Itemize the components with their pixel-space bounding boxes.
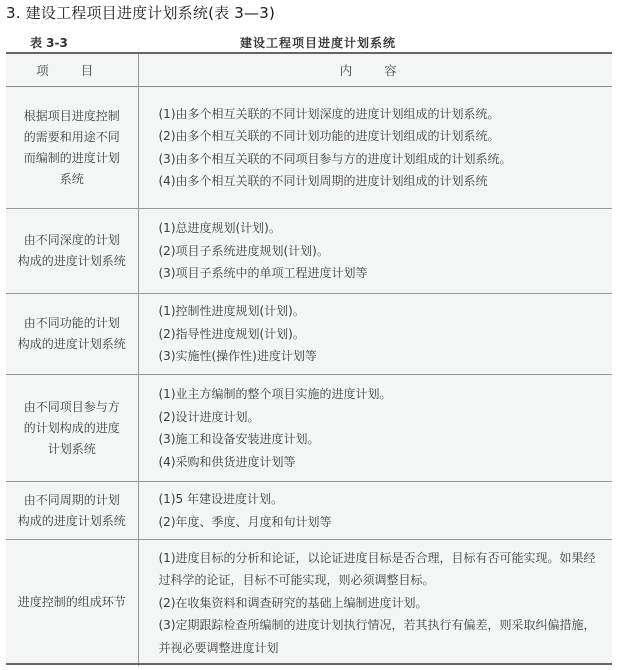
section-heading: 3. 建设工程项目进度计划系统(表 3—3) bbox=[6, 4, 276, 22]
table-bottom-rule bbox=[6, 663, 612, 665]
row-content bbox=[138, 375, 612, 482]
item-line: 构成的进度计划系统 bbox=[17, 513, 126, 528]
content-line: (3)实施性(操作性)进度计划等 bbox=[158, 349, 317, 364]
content-line: (2)项目子系统进度规划(计划)。 bbox=[158, 243, 329, 258]
table-container bbox=[6, 52, 612, 664]
header-item: 项 目 bbox=[6, 53, 138, 87]
content-line: (4)由多个相互关联的不同计划周期的进度计划组成的计划系统 bbox=[158, 174, 488, 188]
item-line: 的需要和用途不同 bbox=[23, 129, 120, 144]
row-item bbox=[6, 482, 138, 540]
item-line: 系统 bbox=[59, 171, 84, 186]
content-line: (3)由多个相互关联的不同项目参与方的进度计划组成的计划系统。 bbox=[158, 151, 512, 166]
table-caption bbox=[6, 32, 612, 50]
item-line: 由不同项目参与方 bbox=[23, 399, 120, 414]
item-line: 由不同功能的计划 bbox=[23, 316, 120, 330]
content-line: (4)采购和供货进度计划等 bbox=[158, 454, 296, 469]
content-line: (2)设计进度计划。 bbox=[158, 409, 260, 424]
row-content bbox=[138, 482, 612, 540]
table-row bbox=[6, 87, 612, 209]
schedule-system-table bbox=[6, 52, 612, 666]
row-content bbox=[138, 294, 612, 375]
content-line: (2)指导性进度规划(计划)。 bbox=[158, 326, 305, 341]
item-line: 由不同深度的计划 bbox=[23, 233, 120, 247]
item-line: 进度控制的组成环节 bbox=[17, 595, 126, 610]
row-content bbox=[138, 540, 612, 666]
content-line: (3)施工和设备安装进度计划。 bbox=[158, 432, 320, 446]
content-line: (1)控制性进度规划(计划)。 bbox=[158, 304, 305, 319]
row-item bbox=[6, 540, 138, 666]
table-row bbox=[6, 294, 612, 375]
content-line: (1)业主方编制的整个项目实施的进度计划。 bbox=[158, 387, 392, 401]
row-content bbox=[138, 209, 612, 294]
item-line: 根据项目进度控制 bbox=[23, 108, 120, 123]
item-line: 计划系统 bbox=[47, 441, 96, 456]
header-content: 内 容 bbox=[138, 53, 612, 87]
content-line: (1)总进度规划(计划)。 bbox=[158, 221, 281, 236]
table-row bbox=[6, 540, 612, 666]
table-title: 建设工程项目进度计划系统 bbox=[240, 36, 397, 50]
item-line: 构成的进度计划系统 bbox=[17, 337, 126, 351]
item-line: 的计划构成的进度 bbox=[23, 420, 120, 435]
content-line: (1)进度目标的分析和论证，以论证进度目标是否合理，目标有否可能实现。如果经过科学的论证，目标不可能实现，则必须调整目标。 bbox=[158, 550, 596, 587]
table-row bbox=[6, 209, 612, 294]
item-line: 由不同周期的计划 bbox=[23, 492, 120, 507]
content-line: (1)5 年建设进度计划。 bbox=[158, 492, 283, 506]
content-line: (1)由多个相互关联的不同计划深度的进度计划组成的计划系统。 bbox=[158, 106, 500, 121]
row-item bbox=[6, 209, 138, 294]
content-line: (2)由多个相互关联的不同计划功能的进度计划组成的计划系统。 bbox=[158, 129, 500, 143]
table-number: 表 3-3 bbox=[30, 36, 68, 50]
content-line: (3)项目子系统中的单项工程进度计划等 bbox=[158, 266, 368, 281]
item-line: 构成的进度计划系统 bbox=[17, 254, 126, 268]
table-row bbox=[6, 482, 612, 540]
content-line: (2)年度、季度、月度和旬计划等 bbox=[158, 514, 332, 529]
row-content bbox=[138, 87, 612, 209]
row-item bbox=[6, 375, 138, 482]
table-row bbox=[6, 375, 612, 482]
content-line: (2)在收集资料和调查研究的基础上编制进度计划。 bbox=[158, 595, 428, 610]
row-item bbox=[6, 294, 138, 375]
item-line: 而编制的进度计划 bbox=[23, 150, 120, 165]
content-line: (3)定期跟踪检查所编制的进度计划执行情况，若其执行有偏差，则采取纠偏措施，并视必要调整进度计划 bbox=[158, 618, 596, 655]
row-item bbox=[6, 87, 138, 209]
table-header-row bbox=[6, 53, 612, 87]
